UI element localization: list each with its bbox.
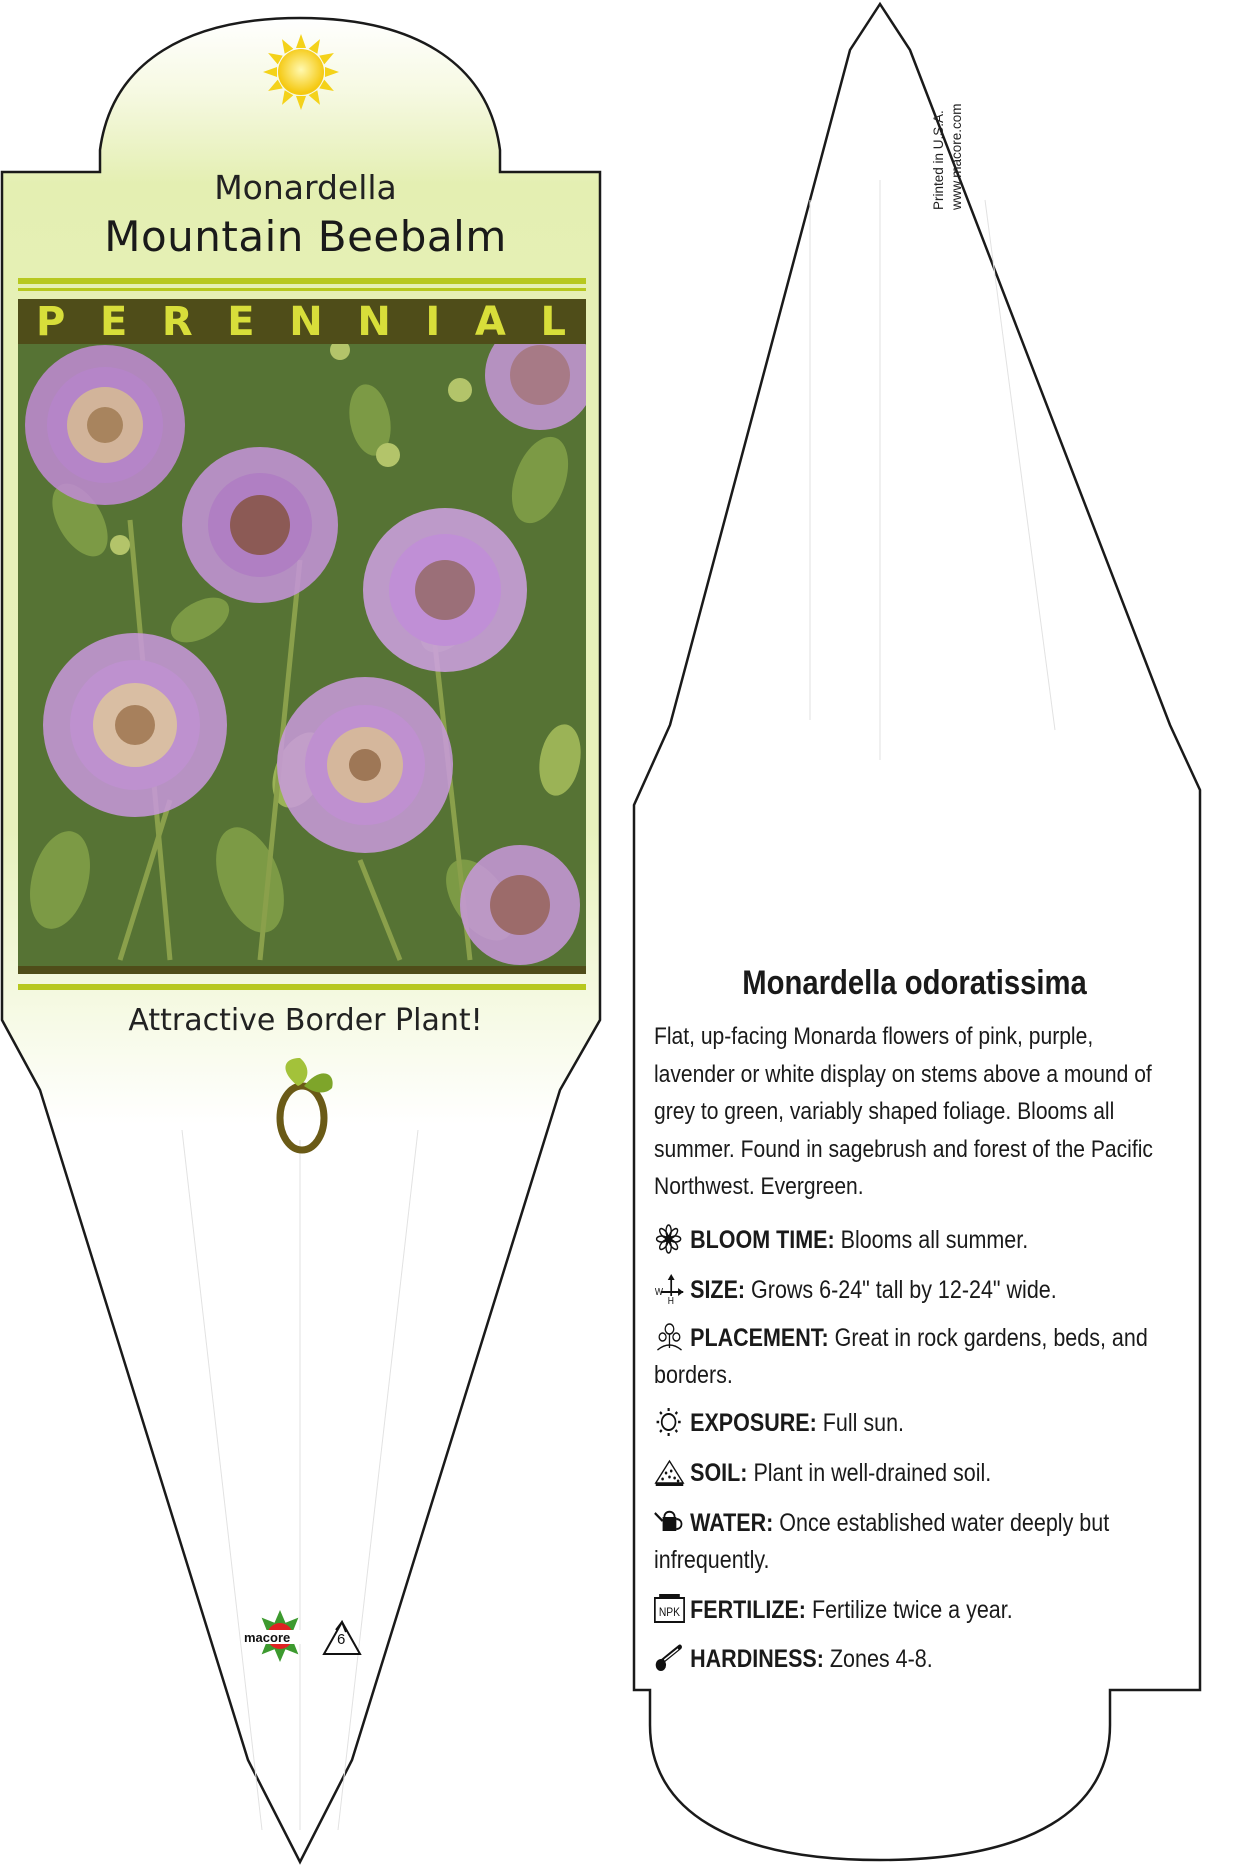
species-name: Monardella odoratissima [742, 964, 1087, 1002]
care-row-placement [654, 1320, 1180, 1394]
thermometer-icon [654, 1643, 685, 1673]
care-label: PLACEMENT: [690, 1324, 829, 1352]
care-text: Zones 4-8. [829, 1645, 933, 1673]
care-text: Fertilize twice a year. [811, 1596, 1013, 1624]
care-label: WATER: [690, 1509, 774, 1537]
npk-icon [654, 1594, 685, 1624]
npk-label: NPK [658, 1606, 681, 1620]
printed-line: Printed in U.S.A. [931, 110, 946, 210]
category-letter: P [36, 298, 68, 345]
size-w-letter: W [654, 1286, 663, 1298]
watering-can-icon [654, 1507, 685, 1537]
category-letter: N [289, 298, 325, 345]
brand-name: macore [244, 1630, 291, 1645]
category-letter: R [161, 298, 195, 345]
tagline: Attractive Border Plant! [128, 1003, 483, 1038]
care-row-water [654, 1505, 1180, 1579]
size-icon [654, 1274, 685, 1304]
printed-info [930, 90, 966, 210]
category-letter: N [357, 298, 393, 345]
care-text: Blooms all summer. [840, 1226, 1029, 1254]
care-row-fertilize [654, 1592, 1180, 1629]
sun-outline-icon [654, 1407, 685, 1437]
front-common-name: Mountain Beebalm [104, 212, 507, 261]
care-label: SIZE: [690, 1276, 746, 1304]
perennial-band [18, 299, 586, 344]
care-row-size [654, 1272, 1180, 1309]
category-letter: E [227, 298, 257, 345]
care-text: Plant in well-drained soil. [753, 1459, 992, 1487]
care-row-exposure [654, 1405, 1180, 1442]
plant-photo [18, 320, 595, 966]
care-label: FERTILIZE: [690, 1596, 806, 1624]
size-h-letter: H [667, 1295, 674, 1304]
placement-icon [654, 1322, 685, 1352]
care-text: Great in rock gardens, beds, and borders. [654, 1324, 1148, 1389]
website-text: www.macore.com [949, 103, 964, 210]
care-text: Once established water deeply but infrequently. [654, 1509, 1110, 1574]
flower-icon [654, 1224, 685, 1254]
plant-description: Flat, up-facing Monarda flowers of pink, purple, lavender or white display on stems above a mound of grey to green, variably shaped foliage. Blooms all summer. Found in sagebrush and forest of the Pacific Northwest. Evergreen. [654, 1023, 1153, 1200]
care-label: HARDINESS: [690, 1645, 824, 1673]
care-label: BLOOM TIME: [690, 1226, 835, 1254]
front-genus: Monardella [214, 168, 397, 207]
category-letter: L [540, 298, 568, 345]
care-row-soil [654, 1455, 1180, 1492]
care-label: SOIL: [690, 1459, 748, 1487]
care-text: Grows 6-24" tall by 12-24" wide. [751, 1276, 1057, 1304]
care-label: EXPOSURE: [690, 1409, 817, 1437]
recycle-code: 6 [337, 1631, 346, 1648]
care-row-bloom [654, 1222, 1180, 1259]
back-tag-outline [634, 4, 1200, 1860]
soil-icon [654, 1457, 685, 1487]
care-text: Full sun. [822, 1409, 905, 1437]
care-row-hardiness [654, 1641, 1180, 1678]
category-letter: A [474, 298, 508, 345]
category-letter: I [425, 298, 443, 345]
category-letter: E [99, 298, 130, 345]
